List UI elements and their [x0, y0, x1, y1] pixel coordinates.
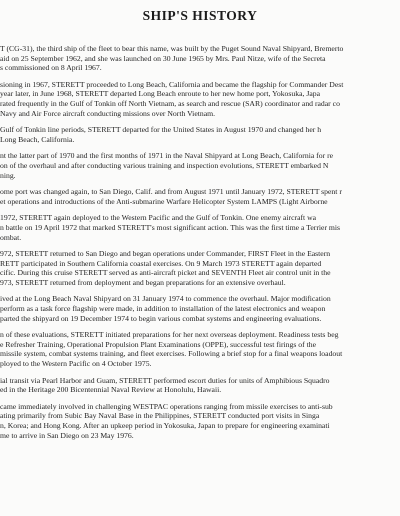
- text-line: ed in the Heritage 200 Bicentennial Naval Review at Honolulu, Hawaii.: [0, 385, 222, 395]
- text-line: Navy and Air Force aircraft conducting missions over North Vietnam.: [0, 108, 216, 118]
- text-line: parted the shipyard on 19 December 1974 to begin various combat systems and engineering evaluations.: [0, 313, 322, 323]
- text-line: T (CG-31), the third ship of the fleet to bear this name, was built by the Puget Sound Naval Shipyard, Bremerto: [0, 44, 344, 53]
- text-line: ial transit via Pearl Harbor and Guam, STERETT performed escort duties for units of Amphibious Squadro: [0, 375, 330, 385]
- text-line: 972, STERETT returned to San Diego and began operations under Commander, FIRST Fleet in the Eastern: [0, 249, 331, 259]
- text-line: RETT participated in Southern California coastal exercises. On 9 March 1973 STERETT again departed: [0, 258, 322, 268]
- document-body: [0, 44, 400, 447]
- text-line: ome port was changed again, to San Diego, Calif. and from August 1971 until January 1972, STERETT spent r: [0, 187, 342, 197]
- paragraph: [0, 213, 400, 242]
- paragraph: [0, 187, 400, 206]
- paragraph: [0, 376, 400, 395]
- text-line: Gulf of Tonkin line periods, STERETT departed for the United States in August 1970 and changed her h: [0, 125, 322, 135]
- text-line: n, Korea; and Hong Kong. After an upkeep period in Yokosuka, Japan to prepare for engineering examinati: [0, 421, 330, 430]
- paragraph: [0, 402, 400, 440]
- paragraph: [0, 249, 400, 287]
- text-line: missile system, combat systems training, and fleet exercises. Following a brief stop for a final weapons loadout: [0, 349, 343, 359]
- text-line: e Refresher Training, Operational Propulsion Plant Examinations (OPPE), successful test firings of the: [0, 339, 316, 349]
- text-line: on of the overhaul and after conducting various training and inspection evolutions, STERETT embarked N: [0, 160, 329, 170]
- text-line: ployed to the Western Pacific on 4 October 1975.: [0, 359, 152, 369]
- text-line: n battle on 19 April 1972 that marked STERETT's most significant action. This was the first time a Terrier mis: [0, 222, 341, 232]
- paragraph: [0, 44, 400, 73]
- page-title: SHIP'S HISTORY: [142, 8, 258, 23]
- text-line: rated frequently in the Gulf of Tonkin off North Vietnam, as search and rescue (SAR) coordinator and radar co: [0, 98, 340, 108]
- text-line: me to arrive in San Diego on 23 May 1976.: [0, 430, 134, 440]
- paragraph: [0, 330, 400, 368]
- text-line: aid on 25 September 1962, and she was launched on 30 June 1965 by Mrs. Paul Nitze, wife of the Secreta: [0, 53, 326, 63]
- text-line: perform as a task force flagship were made, in addition to installation of the latest electronics and weapon: [0, 304, 326, 314]
- paragraph: [0, 80, 400, 118]
- text-line: et operations and introductions of the Anti-submarine Warfare Helicopter System LAMPS (Light Airborne: [0, 196, 328, 206]
- text-line: n of these evaluations, STERETT initiated preparations for her next overseas deployment. Readiness tests beg: [0, 330, 339, 340]
- text-line: 1972, STERETT again deployed to the Western Pacific and the Gulf of Tonkin. One enemy aircraft wa: [0, 213, 317, 223]
- text-line: nt the latter part of 1970 and the first months of 1971 in the Naval Shipyard at Long Beach, California for re: [0, 151, 334, 161]
- text-line: s commissioned on 8 April 1967.: [0, 63, 102, 73]
- text-line: year later, in June 1968, STERETT departed Long Beach enroute to her new home port, Yokosuka, Japa: [0, 89, 320, 99]
- paragraph: [0, 125, 400, 144]
- text-line: sioning in 1967, STERETT proceeded to Long Beach, California and became the flagship for Commander Dest: [0, 79, 344, 89]
- text-line: ating primarily from Subic Bay Naval Base in the Philippines, STERETT conducted port visits in Singa: [0, 411, 320, 421]
- text-line: ning.: [0, 170, 16, 180]
- text-line: ived at the Long Beach Naval Shipyard on 31 January 1974 to commence the overhaul. Major modification: [0, 294, 331, 304]
- paragraph: [0, 294, 400, 323]
- text-line: Long Beach, California.: [0, 134, 75, 144]
- text-line: 973, STERETT returned from deployment and began preparations for an extensive overhaul.: [0, 277, 286, 287]
- paragraph: [0, 151, 400, 180]
- text-line: came immediately involved in challenging WESTPAC operations ranging from missile exercises to anti-sub: [0, 401, 333, 411]
- text-line: cific. During this cruise STERETT served as anti-aircraft picket and SEVENTH Fleet air control unit in the: [0, 268, 331, 278]
- text-line: ombat.: [0, 232, 22, 242]
